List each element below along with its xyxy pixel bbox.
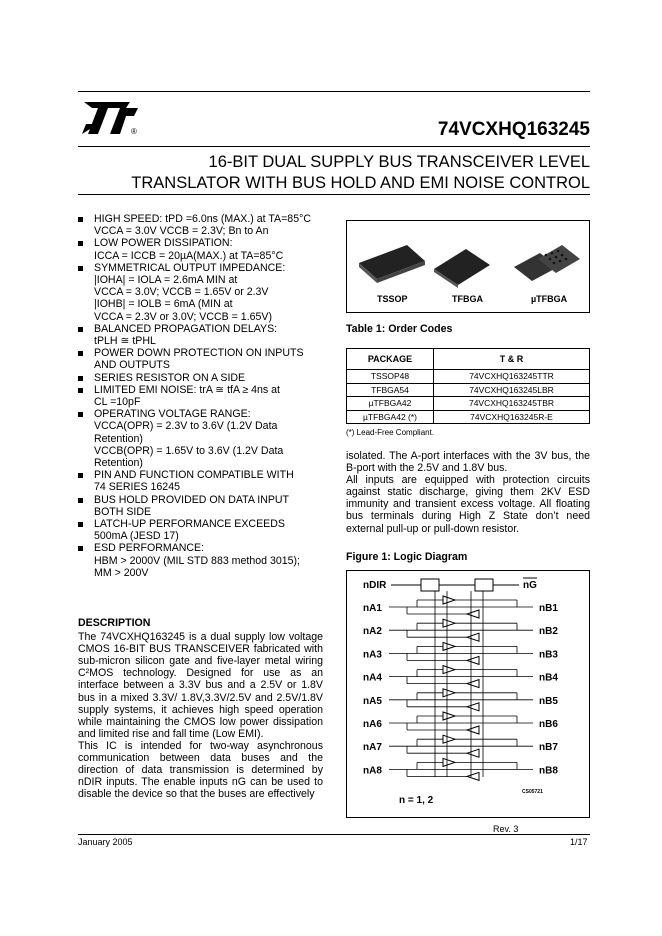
table-row xyxy=(347,410,590,424)
feature-line: LOW POWER DISSIPATION: xyxy=(94,237,233,250)
col-header-tr: T & R xyxy=(434,349,590,370)
feature-line: Retention) xyxy=(94,432,143,445)
b-port-label: nB4 xyxy=(539,672,558,684)
a-port-label: nA1 xyxy=(363,603,382,614)
a-port-label: nA3 xyxy=(363,649,382,661)
figure-caption: Figure 1: Logic Diagram xyxy=(346,551,468,563)
buffer-b-to-a xyxy=(467,703,479,711)
feature-line: ESD PERFORMANCE: xyxy=(94,542,205,555)
buffer-b-to-a xyxy=(467,749,479,757)
feature-line: SYMMETRICAL OUTPUT IMPEDANCE: xyxy=(94,261,286,274)
ng-label: nG xyxy=(523,580,537,591)
b-port-label: nB5 xyxy=(539,695,558,707)
feature-line: VCCA = 2.3V or 3.0V; VCCB = 1.65V) xyxy=(94,310,273,323)
cell-package: TSSOP48 xyxy=(347,370,434,384)
feature-line: VCCA = 3.0V; VCCB = 1.65V or 2.3V xyxy=(94,286,269,299)
buffer-b-to-a xyxy=(467,726,479,734)
description-para2: This IC is intended for two-way asynchronous communication between data buses and the direction of data transmission is determined by nDIR inputs. The enable inputs nG can be used to disable the device so that the buses are effectively xyxy=(78,739,323,801)
feature-line: LATCH-UP PERFORMANCE EXCEEDS xyxy=(94,518,285,531)
feature-line: Retention) xyxy=(94,457,143,470)
utfbga-package-image xyxy=(512,241,582,289)
buffer-b-to-a xyxy=(467,633,479,641)
feature-item xyxy=(78,408,330,469)
ng-gate xyxy=(475,579,493,591)
pkg-label-tssop: TSSOP xyxy=(377,294,408,304)
cell-package: µTFBGA42 xyxy=(347,397,434,411)
b-port-label: nB1 xyxy=(539,603,558,614)
pkg-label-utfbga: µTFBGA xyxy=(531,294,568,304)
table-row xyxy=(347,397,590,411)
feature-line: HBM > 2000V (MIL STD 883 method 3015); xyxy=(94,554,300,567)
cell-order-code: 74VCXHQ163245TBR xyxy=(434,397,590,411)
description-para1: The 74VCXHQ163245 is a dual supply low voltage CMOS 16-BIT BUS TRANSCEIVER fabricated with sub-micron silicon gate and five-layer metal wiring C²MOS technology. Designed for use as an interface between a 3.3V bus and a 2.5V or 1.8V bus in a mixed 3.3V/ 1.8V,3.3V/2.5V and 2.5V/1.8V supply systems, it achieves high speed operation while maintaining the CMOS low power dissipation and limited rise and fall time (Low EMI). xyxy=(78,631,323,740)
feature-line: |IOHA| = IOLA = 2.6mA MIN at xyxy=(94,274,238,287)
description-para4: All inputs are equipped with protection circuits against static discharge, giving them 2KV ESD immunity and transient excess voltage. All floating bus terminals during High Z State don’t need external pull-up or pull-down resistor. xyxy=(346,474,590,535)
a-port-label: nA4 xyxy=(363,672,382,684)
feature-line: tPLH ≅ tPHL xyxy=(94,335,156,348)
buffer-b-to-a xyxy=(467,772,479,780)
registered-mark: ® xyxy=(131,127,137,136)
feature-line: ICCA = ICCB = 20µA(MAX.) at TA=85°C xyxy=(94,249,284,262)
feature-line: VCCB(OPR) = 1.65V to 3.6V (1.2V Data xyxy=(94,444,284,457)
feature-item xyxy=(78,384,330,408)
feature-line: VCCA(OPR) = 2.3V to 3.6V (1.2V Data xyxy=(94,420,278,433)
package-images xyxy=(346,220,590,313)
b-port-label: nB6 xyxy=(539,719,558,730)
buffer-b-to-a xyxy=(467,610,479,618)
feature-line: AND OUTPUTS xyxy=(94,359,170,372)
feature-item xyxy=(78,372,330,384)
feature-line: POWER DOWN PROTECTION ON INPUTS xyxy=(94,347,304,360)
buffer-a-to-b xyxy=(443,712,455,720)
feature-line: MM > 200V xyxy=(94,566,149,579)
feature-line: HIGH SPEED: tPD =6.0ns (MAX.) at TA=85°C xyxy=(94,213,311,225)
a-port-label: nA5 xyxy=(363,695,382,707)
b-port-label: nB3 xyxy=(539,649,558,661)
table-row xyxy=(347,370,590,384)
a-port-label: nA8 xyxy=(363,765,382,777)
document-title: 16-BIT DUAL SUPPLY BUS TRANSCEIVER LEVEL TRANSLATOR WITH BUS HOLD AND EMI NOISE CONTROL xyxy=(131,153,590,192)
b-port-label: nB2 xyxy=(539,626,558,638)
a-port-label: nA6 xyxy=(363,719,382,730)
feature-line: VCCA = 3.0V VCCB = 2.3V; Bn to An xyxy=(94,225,269,238)
b-port-label: nB7 xyxy=(539,742,558,754)
feature-item xyxy=(78,494,330,518)
tfbga-package-image xyxy=(432,243,492,289)
cell-order-code: 74VCXHQ163245LBR xyxy=(434,383,590,397)
feature-line: LIMITED EMI NOISE: trA ≅ tfA ≥ 4ns at xyxy=(94,383,281,396)
feature-line: BOTH SIDE xyxy=(94,505,152,518)
description-para3: isolated. The A-port interfaces with the 3V bus, the B-port with the 2.5V and 1.8V bus. xyxy=(346,450,590,475)
order-codes-note: (*) Lead-Free Compliant. xyxy=(346,428,435,437)
feature-item xyxy=(78,323,330,347)
feature-item xyxy=(78,518,330,542)
cell-order-code: 74VCXHQ163245R-E xyxy=(434,410,590,424)
feature-item xyxy=(78,213,330,237)
feature-line: CL =10pF xyxy=(94,396,141,409)
feature-line: 74 SERIES 16245 xyxy=(94,481,180,494)
feature-line: PIN AND FUNCTION COMPATIBLE WITH xyxy=(94,469,294,482)
cell-package: µTFBGA42 (*) xyxy=(347,410,434,424)
order-codes-caption: Table 1: Order Codes xyxy=(346,323,453,335)
pkg-label-tfbga: TFBGA xyxy=(452,294,483,304)
buffer-a-to-b xyxy=(443,689,455,697)
a-port-label: nA2 xyxy=(363,626,382,638)
footer-rev: Rev. 3 xyxy=(493,824,519,834)
feature-line: |IOHB| = IOLB = 6mA (MIN at xyxy=(94,298,233,311)
description-section xyxy=(78,617,323,800)
cell-order-code: 74VCXHQ163245TTR xyxy=(434,370,590,384)
part-number: 74VCXHQ163245 xyxy=(437,119,590,140)
feature-line: BALANCED PROPAGATION DELAYS: xyxy=(94,322,278,335)
buffer-a-to-b xyxy=(443,619,455,627)
description-heading: DESCRIPTION xyxy=(78,617,151,629)
feature-item xyxy=(78,469,330,493)
feature-line: 500mA (JESD 17) xyxy=(94,530,179,543)
feature-item xyxy=(78,347,330,371)
buffer-b-to-a xyxy=(467,680,479,688)
table-row xyxy=(347,383,590,397)
footer-date: January 2005 xyxy=(78,837,133,847)
feature-line: SERIES RESISTOR ON A SIDE xyxy=(94,371,246,384)
col-header-package: PACKAGE xyxy=(347,349,434,370)
feature-line: OPERATING VOLTAGE RANGE: xyxy=(94,408,251,421)
buffer-a-to-b xyxy=(443,758,455,766)
feature-line: BUS HOLD PROVIDED ON DATA INPUT xyxy=(94,493,290,506)
feature-item xyxy=(78,262,330,323)
figure-n-note: n = 1, 2 xyxy=(399,795,434,806)
figure-code: CS05721 xyxy=(522,789,543,795)
logic-diagram xyxy=(346,570,590,818)
feature-list xyxy=(78,213,330,579)
buffer-a-to-b xyxy=(443,666,455,674)
feature-item xyxy=(78,237,330,261)
ndir-label: nDIR xyxy=(363,580,387,591)
description-continued xyxy=(346,450,590,535)
buffer-a-to-b xyxy=(443,735,455,743)
feature-item xyxy=(78,542,330,579)
tssop-package-image xyxy=(357,239,427,289)
ndir-gate xyxy=(421,579,439,591)
buffer-a-to-b xyxy=(443,642,455,650)
buffer-b-to-a xyxy=(467,656,479,664)
b-port-label: nB8 xyxy=(539,765,558,777)
a-port-label: nA7 xyxy=(363,742,382,754)
cell-package: TFBGA54 xyxy=(347,383,434,397)
buffer-a-to-b xyxy=(443,596,455,604)
footer-page: 1/17 xyxy=(570,837,588,847)
logic-diagram-svg xyxy=(347,571,589,817)
order-codes-table xyxy=(346,348,590,424)
